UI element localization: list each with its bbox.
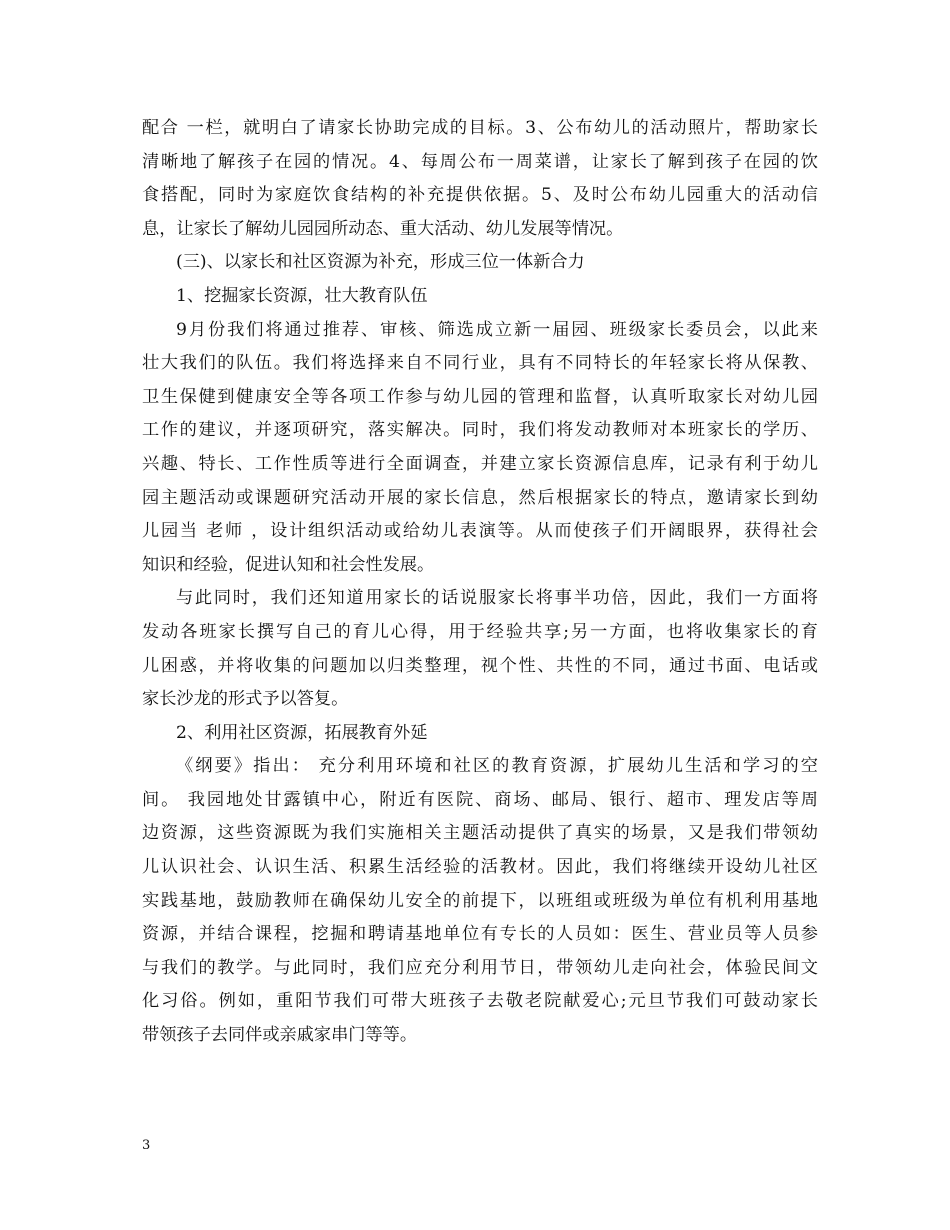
page-number: 3 xyxy=(142,1138,151,1153)
text-line: 儿园当 老师 ，设计组织活动或给幼儿表演等。从而使孩子们开阔眼界，获得社会 xyxy=(142,521,818,542)
text-line: 发动各班家长撰写自己的育儿心得，用于经验共享;另一方面，也将收集家长的育 xyxy=(142,621,818,642)
text-line: 1、挖掘家长资源，壮大教育队伍 xyxy=(176,285,428,306)
text-line: 家长沙龙的形式予以答复。 xyxy=(142,689,349,710)
text-line: 壮大我们的队伍。我们将选择来自不同行业，具有不同特长的年轻家长将从保教、 xyxy=(142,353,818,374)
text-line: 边资源，这些资源既为我们实施相关主题活动提供了真实的场景，又是我们带领幼 xyxy=(142,823,818,844)
text-line: 《纲要》指出： 充分利用环境和社区的教育资源，扩展幼儿生活和学习的空 xyxy=(176,756,818,777)
text-line: 资源，并结合课程，挖掘和聘请基地单位有专长的人员如：医生、营业员等人员参 xyxy=(142,924,818,945)
text-line: 间。 我园地处甘露镇中心，附近有医院、商场、邮局、银行、超市、理发店等周 xyxy=(142,789,818,810)
text-line: 与此同时，我们还知道用家长的话说服家长将事半功倍，因此，我们一方面将 xyxy=(176,588,818,609)
document-body xyxy=(142,112,818,1053)
text-line: 与我们的教学。与此同时，我们应充分利用节日，带领幼儿走向社会，体验民间文 xyxy=(142,957,818,978)
text-line: 息，让家长了解幼儿园园所动态、重大活动、幼儿发展等情况。 xyxy=(142,218,624,239)
text-line: 食搭配，同时为家庭饮食结构的补充提供依据。5、及时公布幼儿园重大的活动信 xyxy=(142,185,818,206)
text-line: 9月份我们将通过推荐、审核、筛选成立新一届园、班级家长委员会，以此来 xyxy=(176,319,818,340)
text-line: 工作的建议，并逐项研究，落实解决。同时，我们将发动教师对本班家长的学历、 xyxy=(142,420,818,441)
text-line: 园主题活动或课题研究活动开展的家长信息，然后根据家长的特点，邀请家长到幼 xyxy=(142,487,818,508)
text-line: 带领孩子去同伴或亲戚家串门等等。 xyxy=(142,1025,418,1046)
text-line: 化习俗。例如，重阳节我们可带大班孩子去敬老院献爱心;元旦节我们可鼓动家长 xyxy=(142,991,818,1012)
text-line: 实践基地，鼓励教师在确保幼儿安全的前提下，以班组或班级为单位有机利用基地 xyxy=(142,890,818,911)
text-line: 卫生保健到健康安全等各项工作参与幼儿园的管理和监督，认真听取家长对幼儿园 xyxy=(142,386,818,407)
text-line: 清晰地了解孩子在园的情况。4、每周公布一周菜谱，让家长了解到孩子在园的饮 xyxy=(142,151,818,172)
text-line: 儿困惑，并将收集的问题加以归类整理，视个性、共性的不同，通过书面、电话或 xyxy=(142,655,818,676)
text-line: 配合 一栏，就明白了请家长协助完成的目标。3、公布幼儿的活动照片，帮助家长 xyxy=(142,118,818,138)
text-line: (三)、以家长和社区资源为补充，形成三位一体新合力 xyxy=(176,252,585,273)
text-line: 2、利用社区资源，拓展教育外延 xyxy=(176,722,428,743)
text-line: 知识和经验，促进认知和社会性发展。 xyxy=(142,554,435,575)
text-line: 儿认识社会、认识生活、积累生活经验的活教材。因此，我们将继续开设幼儿社区 xyxy=(142,857,818,878)
text-line: 兴趣、特长、工作性质等进行全面调查，并建立家长资源信息库，记录有利于幼儿 xyxy=(142,453,818,474)
